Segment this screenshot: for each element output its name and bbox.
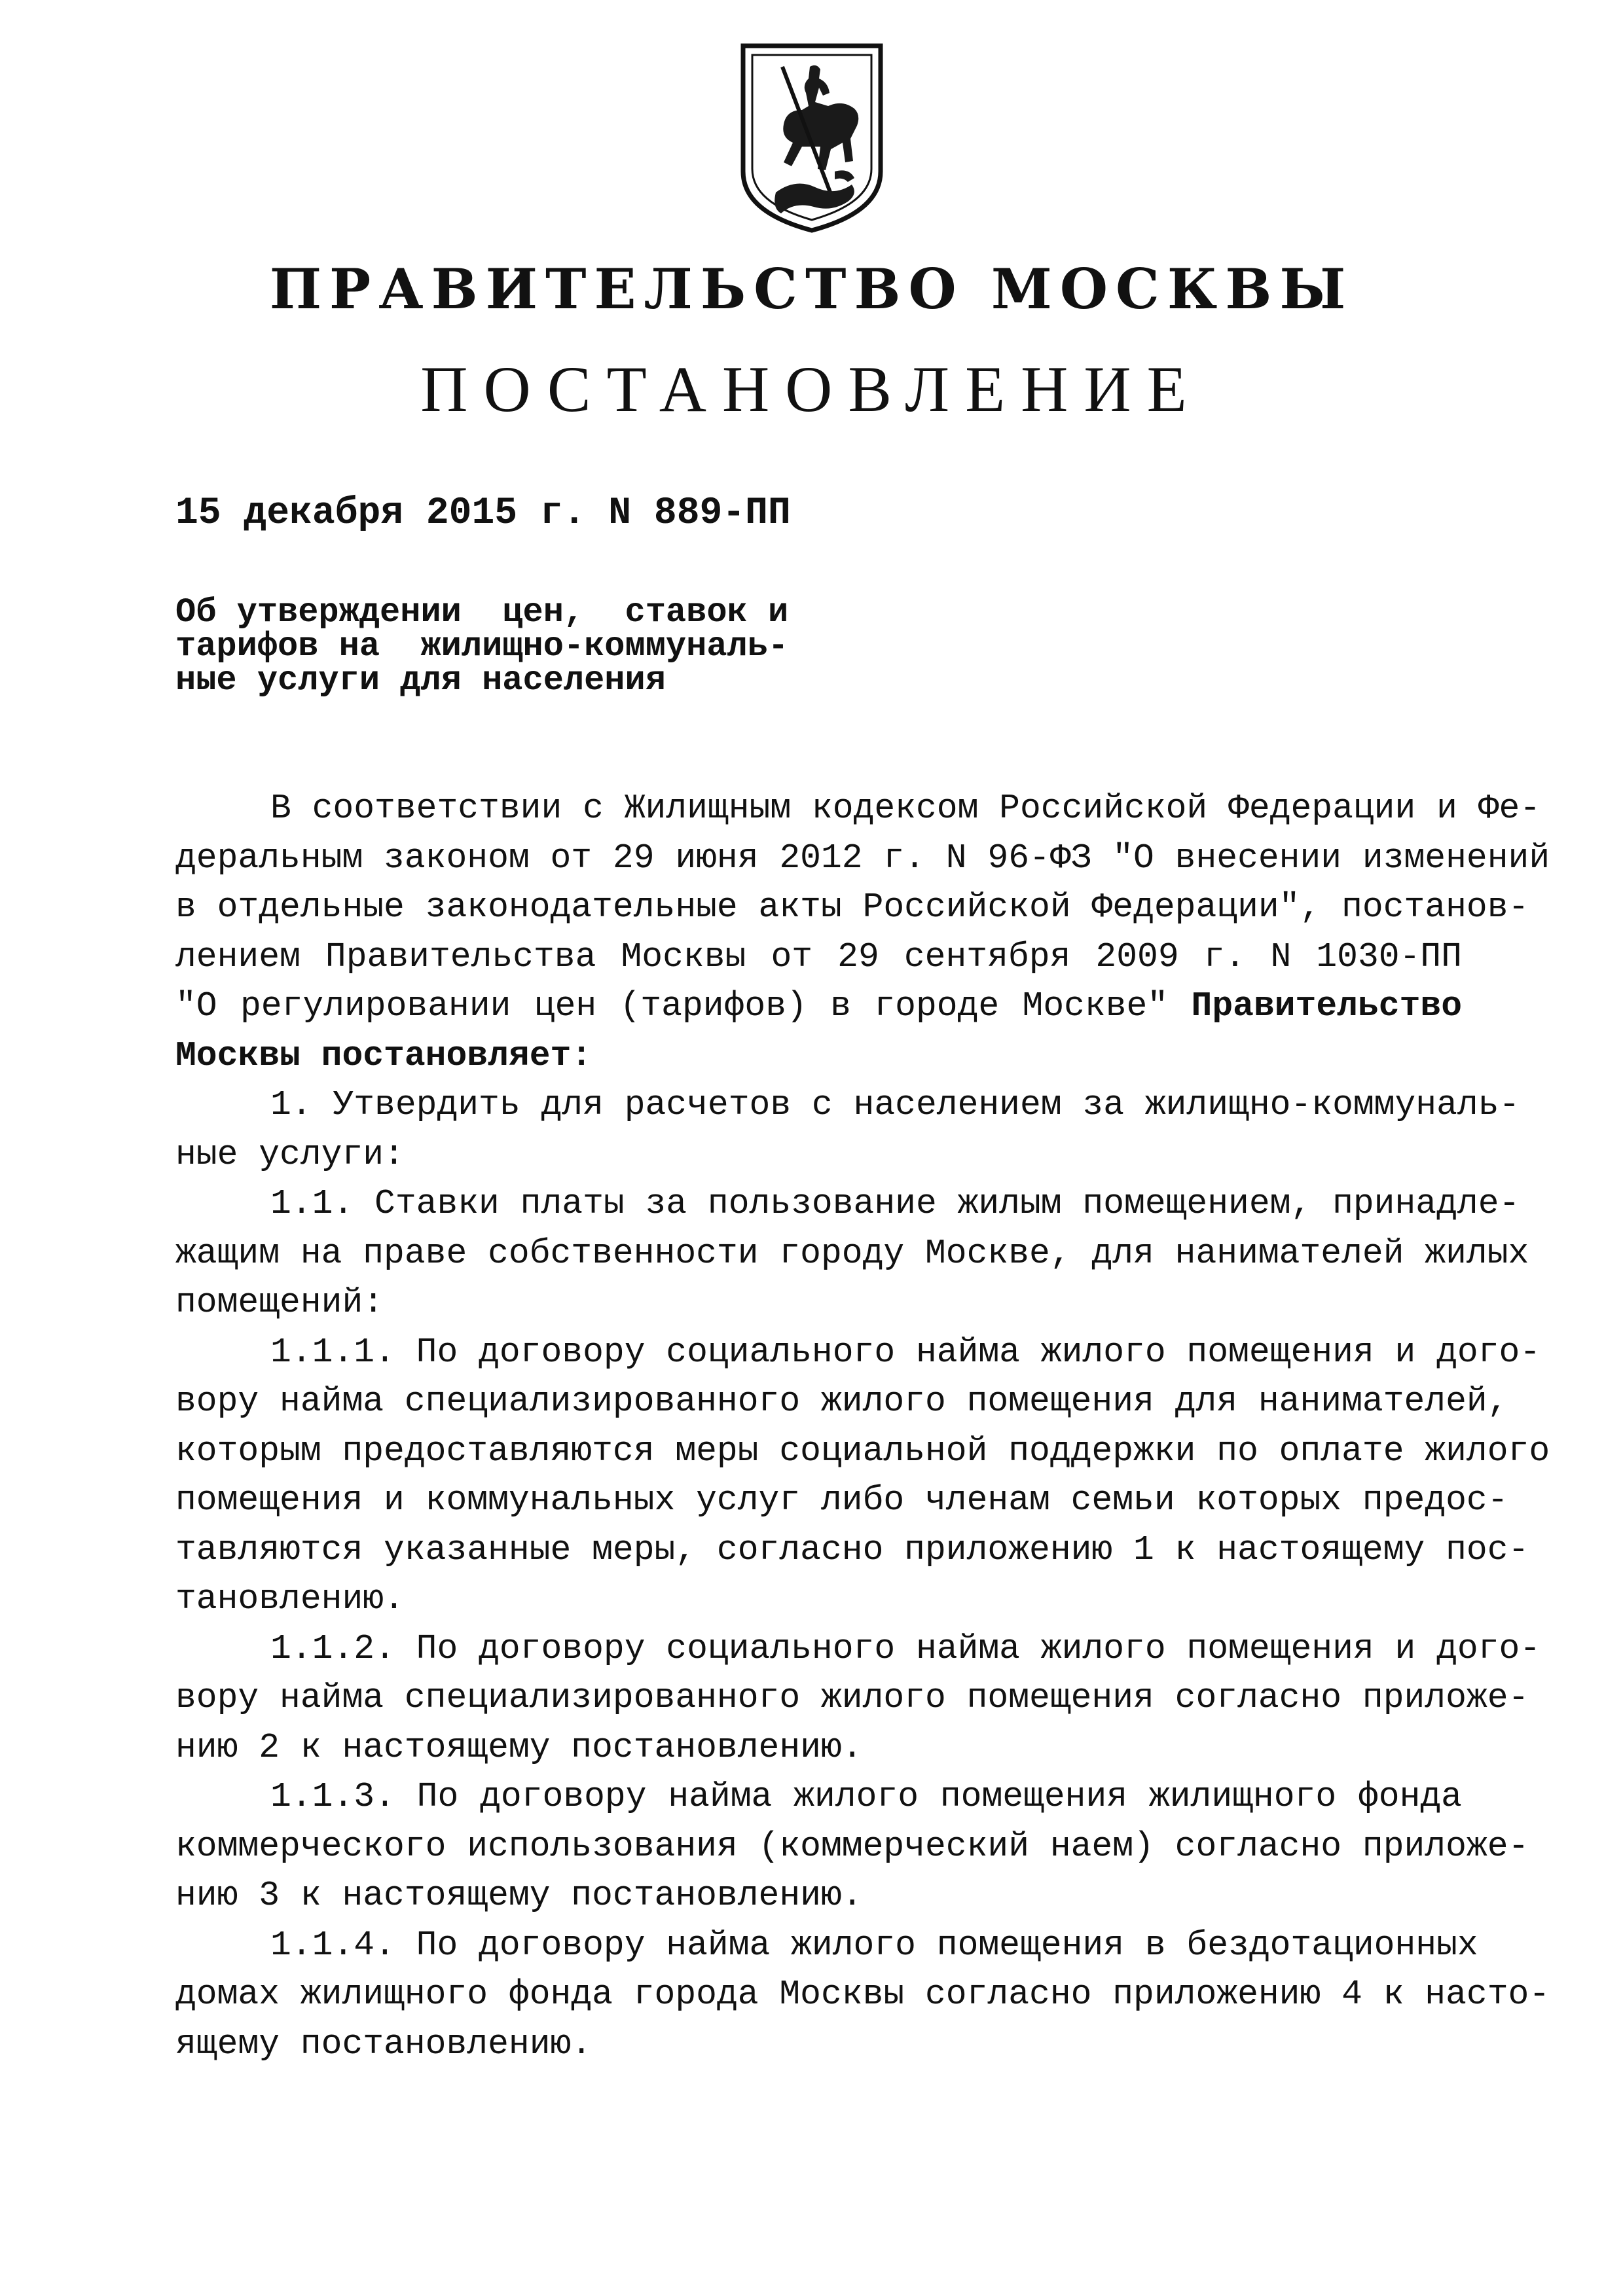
body-line: в отдельные законодательные акты Российской Федерации", постанов- (175, 888, 1529, 927)
body-line: нию 2 к настоящему постановлению. (175, 1727, 863, 1767)
body-line (175, 982, 1462, 1031)
body-line: 1.1.4. По договору найма жилого помещения в бездотационных (270, 1925, 1478, 1965)
body-line: коммерческого использования (коммерческий наем) согласно приложе- (175, 1826, 1529, 1866)
body-bold-text: Правительство (1191, 986, 1462, 1026)
body-line: ные услуги: (175, 1134, 405, 1174)
body-line: тановлению. (175, 1579, 405, 1619)
document-date-number: 15 декабря 2015 г. N 889-ПП (175, 492, 791, 535)
body-line: 1.1.2. По договору социального найма жилого помещения и дого- (270, 1628, 1541, 1668)
subject-line: ные услуги для населения (175, 661, 666, 700)
body-line: В соответствии с Жилищным кодексом Российской Федерации и Фе- (270, 789, 1541, 828)
body-line: вору найма специализированного жилого помещения согласно приложе- (175, 1678, 1529, 1717)
body-text: "О регулировании цен (тарифов) в городе Москве" (175, 986, 1169, 1026)
body-line: помещений: (175, 1283, 384, 1322)
body-line: деральным законом от 29 июня 2012 г. N 96-ФЗ "О внесении изменений (175, 838, 1550, 878)
subject-line: Об утверждении цен, ставок и (175, 593, 789, 632)
body-line: 1. Утвердить для расчетов с населением за жилищно-коммуналь- (270, 1085, 1520, 1124)
document-type: ПОСТАНОВЛЕНИЕ (420, 353, 1203, 425)
body-line: жащим на праве собственности городу Москве, для нанимателей жилых (175, 1233, 1529, 1273)
document-body (175, 784, 1550, 2069)
body-line: лением Правительства Москвы от 29 сентября 2009 г. N 1030-ПП (175, 937, 1462, 977)
body-line: нию 3 к настоящему постановлению. (175, 1876, 863, 1915)
body-line: вору найма специализированного жилого помещения для нанимателей, (175, 1382, 1508, 1421)
organization-title: ПРАВИТЕЛЬСТВО МОСКВЫ (269, 257, 1354, 321)
body-line: 1.1. Ставки платы за пользование жилым помещением, принадле- (270, 1184, 1520, 1223)
body-line: 1.1.3. По договору найма жилого помещения жилищного фонда (270, 1777, 1462, 1816)
body-line: 1.1.1. По договору социального найма жилого помещения и дого- (270, 1332, 1541, 1372)
body-line: Москвы постановляет: (175, 1035, 593, 1075)
body-line: которым предоставляются меры социальной поддержки по оплате жилого (175, 1431, 1550, 1471)
document-subject (175, 593, 789, 700)
body-line: помещения и коммунальных услуг либо членам семьи которых предос- (175, 1480, 1508, 1520)
body-line: тавляются указанные меры, согласно приложению 1 к настоящему пос- (175, 1530, 1529, 1570)
moscow-coat-of-arms-icon (737, 41, 887, 234)
body-line: ящему постановлению. (175, 2024, 593, 2064)
subject-line: тарифов на жилищно-коммуналь- (175, 627, 789, 666)
body-line: домах жилищного фонда города Москвы согласно приложению 4 к насто- (175, 1975, 1550, 2014)
